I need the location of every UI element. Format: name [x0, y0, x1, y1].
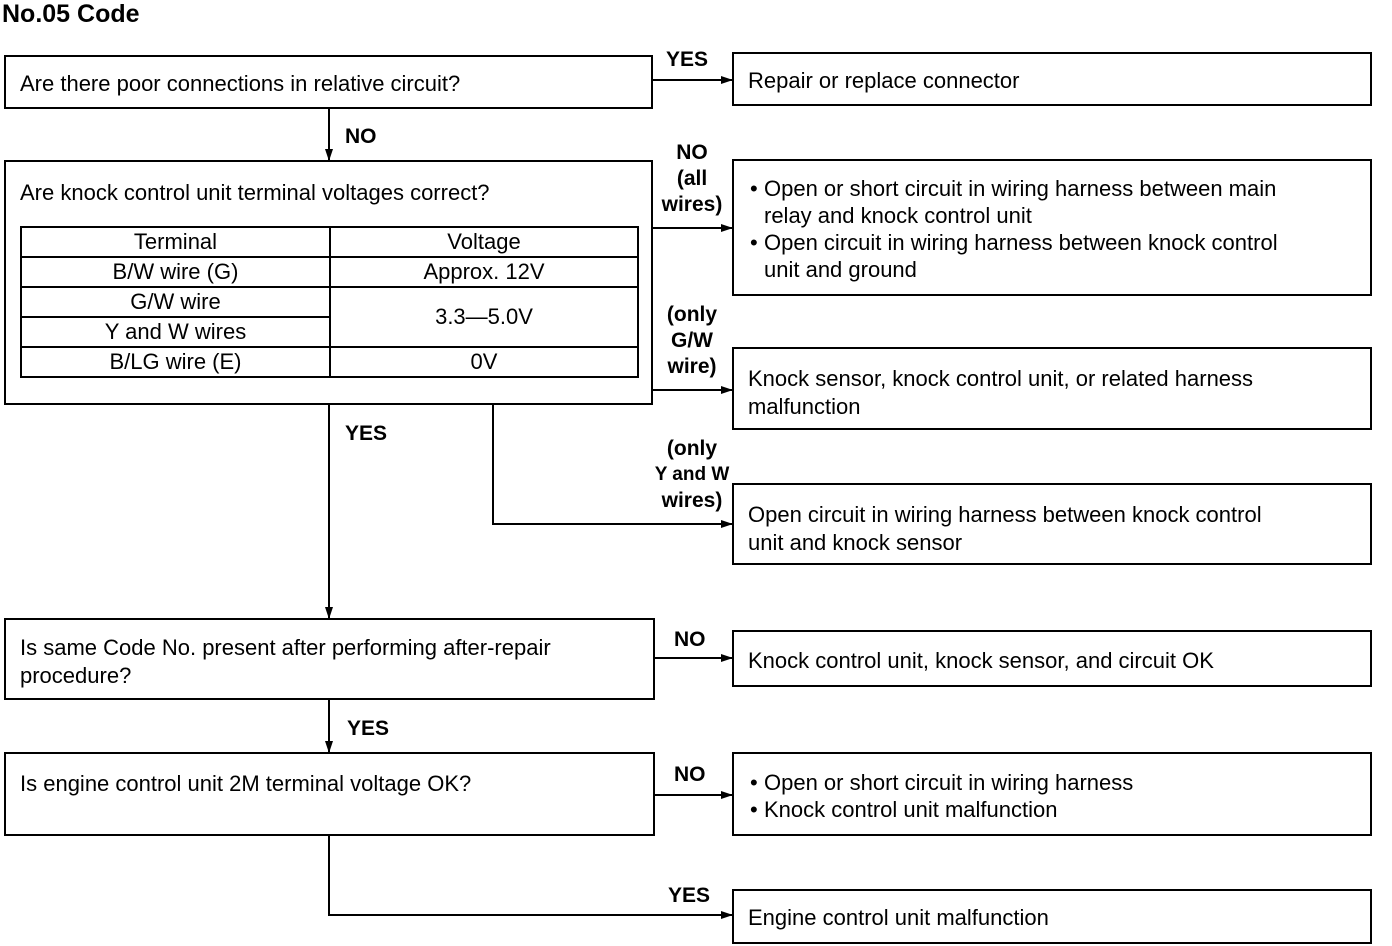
label-gw-line-2: G/W	[671, 329, 713, 352]
list-item	[750, 796, 1133, 823]
result-box-3	[732, 347, 1372, 430]
page-title: No.05 Code	[2, 0, 140, 28]
table-cell-terminal: B/W wire (G)	[21, 257, 330, 287]
label-all-wires-line-1: (all	[676, 167, 708, 190]
result-7-text: Engine control unit malfunction	[748, 905, 1049, 930]
result-6-bullet-2: Knock control unit malfunction	[764, 797, 1058, 822]
result-2-list	[750, 175, 1278, 283]
result-box-4	[732, 483, 1372, 565]
result-1-text: Repair or replace connector	[748, 68, 1020, 93]
label-yes-q2: YES	[345, 422, 388, 445]
table-cell-voltage: 3.3—5.0V	[330, 287, 638, 347]
label-yw-line-3: wires)	[661, 489, 723, 512]
table-row	[21, 257, 638, 287]
table-header-row	[21, 227, 638, 257]
result-6-bullet-1: Open or short circuit in wiring harness	[764, 770, 1134, 795]
label-gw-line-3: wire)	[667, 355, 717, 378]
result-2-bullet-2-line-2: unit and ground	[764, 257, 917, 282]
question-1-text: Are there poor connections in relative circuit?	[20, 71, 461, 96]
result-3-line-2: malfunction	[748, 394, 861, 419]
question-3-line-2: procedure?	[20, 663, 132, 688]
question-box-1	[4, 55, 653, 109]
result-3-line-1: Knock sensor, knock control unit, or related harness	[748, 366, 1254, 391]
result-5-text: Knock control unit, knock sensor, and circuit OK	[748, 648, 1214, 673]
list-item	[750, 769, 1133, 796]
table-header: Voltage	[330, 227, 638, 257]
result-box-5	[732, 630, 1372, 687]
result-4-line-2: unit and knock sensor	[748, 530, 963, 555]
table-row	[21, 287, 638, 317]
result-2-bullet-1-line-2: relay and knock control unit	[764, 203, 1032, 228]
result-box-1	[732, 52, 1372, 106]
label-no-q1: NO	[345, 125, 377, 148]
label-all-wires-line-2: wires)	[661, 193, 723, 216]
question-4-text: Is engine control unit 2M terminal voltage OK?	[20, 771, 472, 796]
label-yw-line-1: (only	[666, 437, 718, 460]
result-2-bullet-1-line-1: Open or short circuit in wiring harness between main	[764, 176, 1277, 201]
result-4-line-1: Open circuit in wiring harness between knock control	[748, 502, 1262, 527]
table-cell-terminal: G/W wire	[21, 287, 330, 317]
result-2-bullet-2-line-1: Open circuit in wiring harness between knock control	[764, 230, 1278, 255]
list-item	[750, 175, 1278, 229]
table-row	[21, 347, 638, 377]
table-cell-voltage: 0V	[330, 347, 638, 377]
question-box-4	[4, 752, 655, 836]
label-no-q2: NO	[676, 141, 708, 164]
label-yes-q1: YES	[666, 48, 709, 71]
table-cell-terminal: Y and W wires	[21, 317, 330, 347]
result-6-list	[750, 769, 1133, 823]
label-yw-line-2: Y and W	[654, 464, 730, 485]
table-cell-voltage: Approx. 12V	[330, 257, 638, 287]
result-box-2	[732, 159, 1372, 296]
label-yes-q3: YES	[347, 717, 390, 740]
table-header: Terminal	[21, 227, 330, 257]
result-box-7	[732, 889, 1372, 944]
question-3-line-1: Is same Code No. present after performing after-repair	[20, 635, 551, 660]
list-item	[750, 229, 1278, 283]
label-no-q3: NO	[674, 628, 706, 651]
label-gw-line-1: (only	[666, 303, 718, 326]
label-no-q4: NO	[674, 763, 706, 786]
terminal-voltage-table	[20, 226, 639, 378]
result-box-6	[732, 752, 1372, 836]
question-box-3	[4, 618, 655, 700]
table-cell-terminal: B/LG wire (E)	[21, 347, 330, 377]
question-2-text: Are knock control unit terminal voltages correct?	[20, 180, 490, 205]
label-yes-q4: YES	[668, 884, 711, 907]
